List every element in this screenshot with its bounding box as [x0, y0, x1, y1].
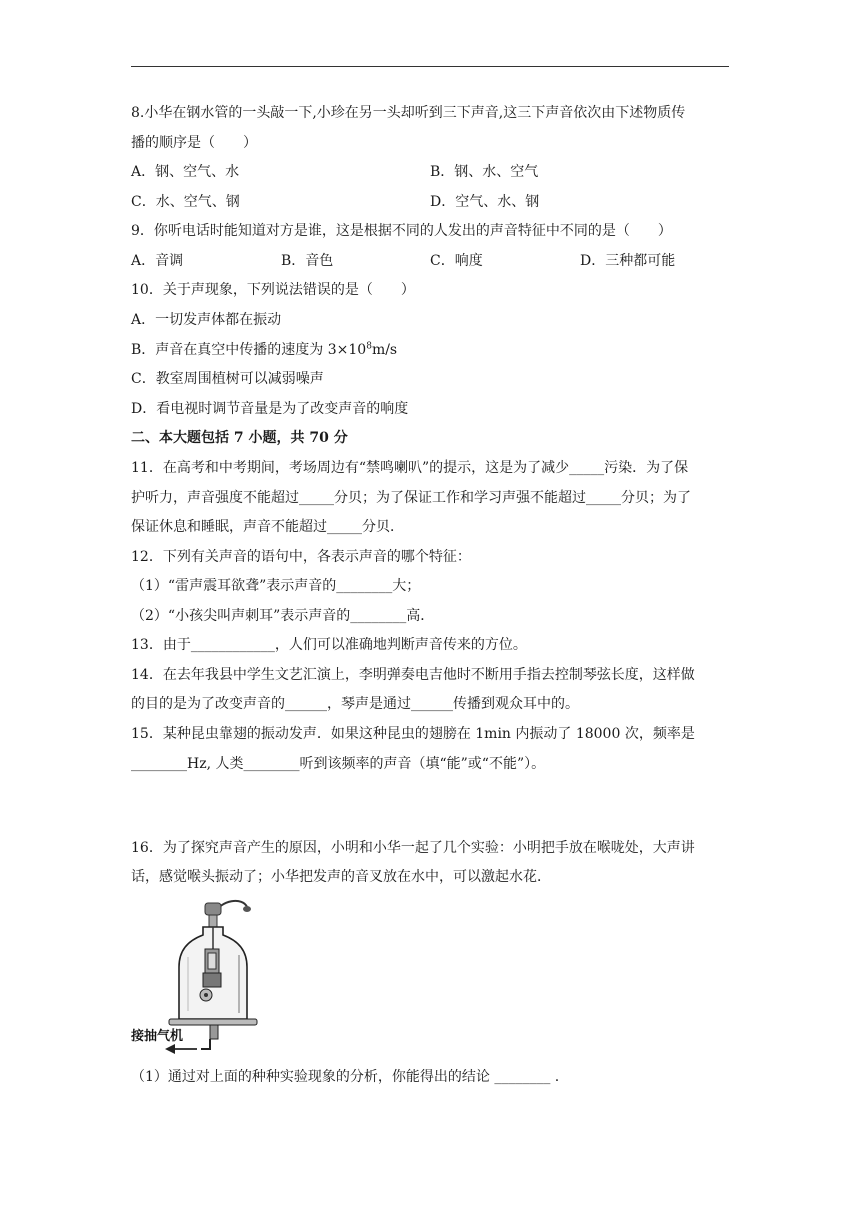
- q11-line1: 11．在高考和中考期间，考场周边有“禁鸣喇叭”的提示，这是为了减少_____污染．为了保: [131, 460, 689, 476]
- q8-option-a: A．钢、空气、水: [131, 164, 240, 180]
- q15-line2: ________Hz, 人类________听到该频率的声音（填“能”或“不能”）。: [131, 756, 546, 772]
- bell-jar-figure: [131, 893, 261, 1055]
- q9-option-d: D．三种都可能: [580, 253, 676, 269]
- q9-option-c: C．响度: [430, 253, 483, 269]
- q14-line2: 的目的是为了改变声音的______，琴声是通过______传播到观众耳中的。: [131, 696, 579, 712]
- q10-option-b: [131, 340, 397, 360]
- figure-label: 接抽气机: [131, 1029, 184, 1044]
- q8-stem-line1: 8.小华在钢水管的一头敲一下,小珍在另一头却听到三下声音,这三下声音依次由下述物质传: [131, 105, 686, 121]
- q8-option-d: D．空气、水、钢: [430, 194, 540, 210]
- q16-sub1: （1）通过对上面的种种实验现象的分析，你能得出的结论 ________ .: [131, 1069, 560, 1085]
- q12-sub2: （2）“小孩尖叫声刺耳”表示声音的________高．: [131, 608, 435, 624]
- q11-line2: 护听力，声音强度不能超过_____分贝；为了保证工作和学习声强不能超过_____分贝；为了: [131, 490, 691, 506]
- q10-option-b-text: B．声音在真空中传播的速度为 3×10: [131, 342, 367, 358]
- q11-line3: 保证休息和睡眠，声音不能超过_____分贝．: [131, 519, 404, 535]
- q10-option-d: D．看电视时调节音量是为了改变声音的响度: [131, 401, 409, 417]
- q13-stem: 13．由于____________，人们可以准确地判断声音传来的方位。: [131, 637, 527, 653]
- q9-stem: 9．你听电话时能知道对方是谁，这是根据不同的人发出的声音特征中不同的是（ ）: [131, 223, 672, 239]
- header-rule: [131, 66, 729, 67]
- q8-option-b: B．钢、水、空气: [430, 164, 539, 180]
- q10-option-b-exponent: 8: [366, 341, 372, 352]
- q12-stem: 12．下列有关声音的语句中，各表示声音的哪个特征：: [131, 549, 471, 565]
- q15-line1: 15．某种昆虫靠翅的振动发声．如果这种昆虫的翅膀在 1min 内振动了 18000 次，频率是: [131, 726, 695, 742]
- q9-option-b: B．音色: [281, 253, 334, 269]
- q9-option-a: A．音调: [131, 253, 184, 269]
- q10-stem: 10．关于声现象，下列说法错误的是（ ）: [131, 282, 415, 298]
- section-two-heading: 二、本大题包括 7 小题，共 70 分: [131, 430, 348, 446]
- q16-line2: 话，感觉喉头振动了；小华把发声的音叉放在水中，可以激起水花．: [131, 869, 551, 885]
- q10-option-a: A．一切发声体都在振动: [131, 312, 282, 328]
- q8-option-c: C．水、空气、钢: [131, 194, 240, 210]
- q12-sub1: （1）“雷声震耳欲聋”表示声音的________大；: [131, 578, 421, 594]
- q8-stem-line2: 播的顺序是（ ）: [131, 135, 257, 151]
- q10-option-c: C．教室周围植树可以减弱噪声: [131, 371, 324, 387]
- q10-option-b-unit: m/s: [371, 342, 398, 358]
- q14-line1: 14．在去年我县中学生文艺汇演上，李明弹奏电吉他时不断用手指去控制琴弦长度，这样做: [131, 667, 695, 683]
- q16-line1: 16．为了探究声音产生的原因，小明和小华一起了几个实验：小明把手放在喉咙处，大声讲: [131, 840, 695, 856]
